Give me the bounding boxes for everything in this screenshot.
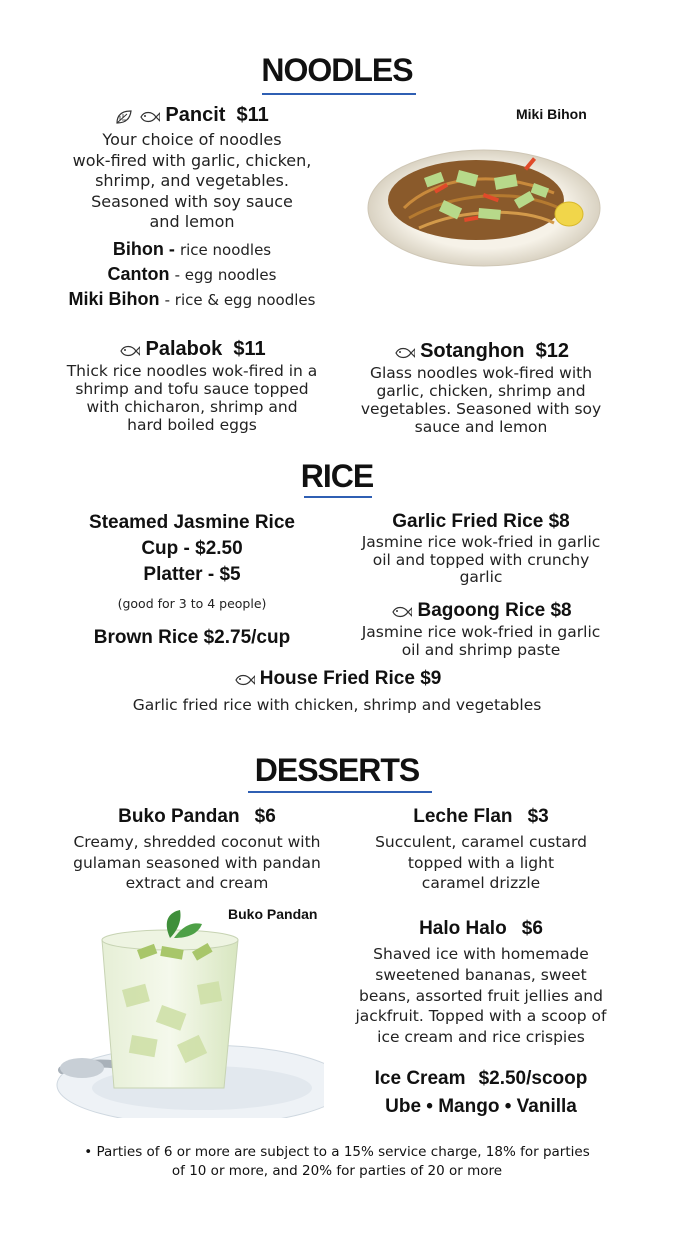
palabok-price: $11 (233, 338, 266, 360)
buko-pandan-description: Creamy, shredded coconut with gulaman seasoned with pandan extract and cream (73, 833, 321, 892)
palabok-description: Thick rice noodles wok-fired in a shrimp and tofu sauce topped with chicharon, shrimp and hard boiled eggs (66, 362, 318, 434)
miki-bihon-photo (364, 138, 604, 270)
halo-halo-name: Halo Halo (419, 918, 507, 939)
service-charge-footnote: • Parties of 6 or more are subject to a 15% service charge, 18% for parties of 10 or more, and 20% for parties of 20 or more (84, 1144, 590, 1179)
ice-cream-price: $2.50/scoop (478, 1068, 588, 1089)
leche-flan-item (346, 806, 616, 894)
leche-flan-name: Leche Flan (413, 806, 513, 827)
pancit-description: Your choice of noodles wok-fired with garlic, chicken, shrimp, and vegetables. Seasoned with soy sauce and lemon (72, 130, 312, 231)
garlic-rice-description: Jasmine rice wok-fried in garlic oil and topped with crunchy garlic (361, 533, 601, 586)
ice-cream-flavors: Ube • Mango • Vanilla (385, 1096, 577, 1117)
steamed-rice-note: (good for 3 to 4 people) (117, 596, 267, 611)
halo-halo-description: Shaved ice with homemade sweetened bananas, sweet beans, assorted fruit jellies and jackfruit. Topped with a scoop of ice cream and rice crispies (355, 945, 607, 1047)
leaf-icon (115, 109, 133, 125)
palabok-name: Palabok (145, 338, 223, 360)
house-rice-item (80, 668, 594, 716)
house-rice-name: House Fried Rice $9 (259, 668, 442, 689)
pancit-option-bihon: Bihon - rice noodles (112, 238, 272, 259)
steamed-rice-name: Steamed Jasmine Rice (89, 512, 295, 533)
buko-pandan-item (52, 806, 342, 894)
pancit-name: Pancit (165, 104, 226, 126)
miki-bihon-photo-label: Miki Bihon (516, 106, 587, 122)
halo-halo-item (336, 918, 626, 1048)
fish-icon (390, 604, 412, 620)
sotanghon-description: Glass noodles wok-fired with garlic, chicken, shrimp and vegetables. Seasoned with soy sauce and lemon (360, 364, 602, 436)
sotanghon-item (346, 340, 616, 436)
buko-pandan-photo (52, 910, 324, 1118)
rice-title: RICE (300, 458, 374, 494)
steamed-rice-platter-price: Platter - $5 (143, 564, 241, 585)
garlic-rice-name: Garlic Fried Rice $8 (392, 511, 570, 532)
rice-title-underline (304, 496, 372, 498)
bagoong-rice-description: Jasmine rice wok-fried in garlic oil and shrimp paste (361, 623, 601, 659)
fish-icon (233, 672, 255, 688)
noodles-title: NOODLES (261, 52, 413, 88)
fish-icon (138, 109, 160, 125)
pancit-option-miki-bihon: Miki Bihon - rice & egg noodles (68, 288, 316, 309)
leche-flan-description: Succulent, caramel custard topped with a light caramel drizzle (375, 833, 587, 892)
fish-icon (118, 343, 140, 359)
fish-icon (393, 345, 415, 361)
garlic-rice-item (346, 510, 616, 587)
palabok-item (52, 338, 332, 434)
pancit-option-canton: Canton - egg noodles (107, 263, 277, 284)
steamed-rice-cup-price: Cup - $2.50 (141, 538, 243, 559)
pancit-item (62, 104, 322, 314)
desserts-title: DESSERTS (254, 752, 420, 788)
ice-cream-item (346, 1068, 616, 1120)
bagoong-rice-item (346, 600, 616, 659)
halo-halo-price: $6 (521, 918, 543, 939)
buko-pandan-name: Buko Pandan (118, 806, 240, 827)
brown-rice-item: Brown Rice $2.75/cup (93, 627, 291, 648)
buko-pandan-price: $6 (254, 806, 276, 827)
sotanghon-name: Sotanghon (420, 340, 525, 362)
buko-pandan-photo-label: Buko Pandan (228, 906, 318, 922)
house-rice-description: Garlic fried rice with chicken, shrimp and vegetables (132, 696, 542, 714)
pancit-price: $11 (236, 104, 269, 126)
bagoong-rice-name: Bagoong Rice $8 (417, 600, 572, 621)
sotanghon-price: $12 (535, 340, 569, 362)
ice-cream-name: Ice Cream (374, 1068, 466, 1089)
noodles-title-underline (262, 93, 416, 95)
desserts-title-underline (248, 791, 432, 793)
steamed-rice-item (62, 510, 322, 614)
leche-flan-price: $3 (527, 806, 549, 827)
